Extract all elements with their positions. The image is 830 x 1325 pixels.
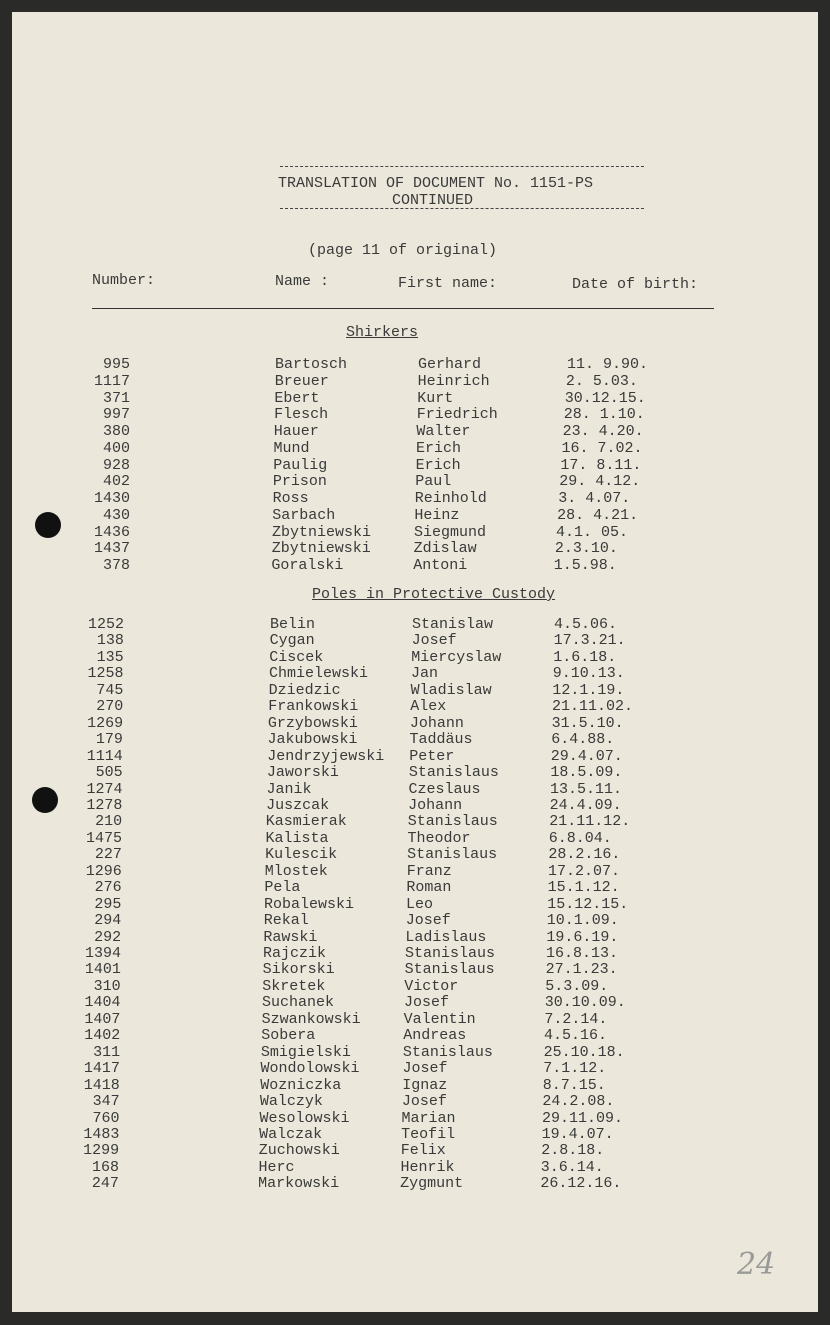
entry-number: 1436 [93,523,130,541]
date-of-birth: 3.6.14. [540,1158,604,1176]
entry-number: 270 [96,698,124,716]
last-name: Dziedzic [268,681,341,699]
table-row [12,374,818,390]
entry-number: 1401 [84,961,121,979]
punch-hole [35,512,61,538]
entry-number: 1483 [83,1125,120,1143]
last-name: Frankowski [268,698,359,716]
entry-number: 997 [102,406,130,424]
date-of-birth: 24.4.09. [549,796,622,814]
table-row [12,798,818,814]
last-name: Sarbach [272,506,336,524]
date-of-birth: 18.5.09. [550,764,623,782]
entry-number: 1274 [86,780,123,798]
table-row [12,946,818,962]
last-name: Rawski [263,928,318,946]
table-row [12,831,818,847]
column-header-first-name: First name: [398,275,498,292]
last-name: Hauer [273,423,319,440]
table-row [12,995,818,1011]
entry-number: 310 [93,977,121,995]
page-reference: (page 11 of original) [308,242,498,259]
entry-number: 1296 [85,862,122,880]
last-name: Ebert [274,389,320,407]
entry-number: 430 [102,506,130,524]
last-name: Juszcak [266,796,330,814]
first-name: Antoni [413,557,468,574]
entry-number: 928 [102,456,130,474]
last-name: Cygan [269,632,315,650]
last-name: Wesolowski [259,1109,350,1127]
date-of-birth: 28. 4.21. [557,506,639,524]
entry-number: 371 [102,389,130,407]
last-name: Rajczik [263,945,327,962]
table-row [12,558,818,574]
last-name: Walczak [259,1125,323,1143]
table-row [12,474,818,490]
handwritten-page-number: 24 [737,1247,776,1282]
entry-number: 1418 [83,1076,120,1094]
entry-number: 1475 [86,829,123,847]
entry-number: 247 [91,1175,119,1193]
entry-number: 1299 [83,1142,120,1160]
date-of-birth: 28.2.16. [548,846,621,864]
last-name: Szwankowski [261,1010,361,1028]
date-of-birth: 4.1. 05. [556,523,629,541]
first-name: Heinrich [417,372,490,390]
date-of-birth: 31.5.10. [551,714,624,732]
date-of-birth: 7.1.12. [543,1060,607,1078]
last-name: Belin [270,616,316,633]
entry-number: 135 [96,648,124,666]
entry-number: 227 [94,846,122,864]
first-name: Erich [415,456,461,474]
entry-number: 1114 [86,747,123,765]
document-subtitle: CONTINUED [392,192,474,209]
table-row [12,732,818,748]
first-name: Paul [415,473,452,491]
entry-number: 1430 [93,490,130,507]
date-of-birth: 26.12.16. [540,1175,622,1193]
entry-number: 402 [102,473,130,491]
table-row [12,683,818,699]
table-row [12,1176,818,1192]
first-name: Stanislaus [407,813,498,831]
first-name: Johann [409,714,464,732]
first-name: Stanislaw [412,616,494,633]
first-name: Walter [416,423,471,440]
date-of-birth: 13.5.11. [550,780,623,798]
table-row [12,391,818,407]
divider [280,166,644,167]
date-of-birth: 9.10.13. [552,665,625,683]
date-of-birth: 7.2.14. [544,1010,608,1028]
last-name: Rekal [263,912,309,930]
last-name: Wondolowski [260,1060,360,1078]
last-name: Grzybowski [267,714,358,732]
entry-number: 347 [92,1093,120,1111]
date-of-birth: 17.2.07. [548,862,621,880]
last-name: Mund [273,439,310,457]
last-name: Chmielewski [268,665,368,683]
last-name: Robalewski [264,895,355,913]
date-of-birth: 2. 5.03. [565,372,638,390]
first-name: Josef [403,994,449,1012]
date-of-birth: 2.8.18. [541,1142,605,1160]
table-row [12,357,818,373]
first-name: Kurt [417,389,454,407]
table-row [12,699,818,715]
table-row [12,749,818,765]
table-row [12,458,818,474]
table-row [12,541,818,557]
table-row [12,424,818,440]
first-name: Stanislaus [404,961,495,979]
first-name: Stanislaus [402,1043,493,1061]
table-row [12,491,818,507]
table-row [12,407,818,423]
table-row [12,617,818,633]
last-name: Jaworski [266,764,339,782]
last-name: Zbytniewski [271,540,371,558]
first-name: Valentin [403,1010,476,1028]
entry-number: 1407 [84,1010,121,1028]
last-name: Ross [272,490,309,507]
table-row [12,814,818,830]
date-of-birth: 29.4.07. [550,747,623,765]
entry-number: 295 [94,895,122,913]
last-name: Skretek [262,977,326,995]
first-name: Victor [404,977,459,995]
document-page [12,12,818,1312]
column-header-name: Name : [275,273,330,290]
divider [280,208,644,209]
first-name: Felix [400,1142,446,1160]
date-of-birth: 17.3.21. [553,632,626,650]
date-of-birth: 19.6.19. [546,928,619,946]
first-name: Stanislaus [407,846,498,864]
table-row [12,1028,818,1044]
first-name: Czeslaus [408,780,481,798]
first-name: Leo [406,895,434,913]
first-name: Josef [405,912,451,930]
first-name: Miercyslaw [411,648,502,666]
last-name: Jakubowski [267,731,358,749]
entry-number: 1278 [86,796,123,814]
date-of-birth: 12.1.19. [552,681,625,699]
table-row [12,441,818,457]
first-name: Marian [401,1109,456,1127]
last-name: Pela [264,879,301,897]
table-row [12,930,818,946]
last-name: Kalista [265,829,329,847]
entry-number: 1417 [83,1060,120,1078]
table-row [12,1045,818,1061]
first-name: Zdislaw [413,540,477,558]
column-header-number: Number: [92,272,156,289]
entry-number: 210 [95,813,123,831]
date-of-birth: 1.6.18. [553,648,617,666]
date-of-birth: 5.3.09. [545,977,609,995]
date-of-birth: 17. 8.11. [560,456,642,474]
entry-number: 138 [96,632,124,650]
date-of-birth: 28. 1.10. [563,406,645,424]
date-of-birth: 3. 4.07. [558,490,631,507]
last-name: Walczyk [259,1093,323,1111]
first-name: Jan [410,665,438,683]
entry-number: 1258 [87,665,124,683]
entry-number: 745 [96,681,124,699]
date-of-birth: 29. 4.12. [559,473,641,491]
entry-number: 1117 [93,372,130,390]
table-row [12,979,818,995]
entry-number: 168 [92,1158,120,1176]
section-title-shirkers: Shirkers [346,324,419,341]
last-name: Paulig [273,456,328,474]
table-row [12,1160,818,1176]
last-name: Smigielski [260,1043,351,1061]
date-of-birth: 25.10.18. [543,1043,625,1061]
date-of-birth: 1.5.98. [553,557,617,574]
table-row [12,716,818,732]
last-name: Flesch [274,406,329,424]
first-name: Josef [402,1060,448,1078]
punch-hole [32,787,58,813]
table-row [12,1143,818,1159]
date-of-birth: 10.1.09. [546,912,619,930]
entry-number: 292 [94,928,122,946]
last-name: Herc [258,1158,295,1176]
table-row [12,864,818,880]
first-name: Siegmund [414,523,487,541]
last-name: Breuer [274,372,329,390]
date-of-birth: 30.10.09. [544,994,626,1012]
last-name: Wozniczka [260,1076,342,1094]
entry-number: 311 [93,1043,121,1061]
first-name: Theodor [407,829,471,847]
date-of-birth: 24.2.08. [542,1093,615,1111]
first-name: Zygmunt [400,1175,464,1193]
entry-number: 760 [92,1109,120,1127]
column-header-date-of-birth: Date of birth: [572,276,699,293]
table-row [12,847,818,863]
table-row [12,765,818,781]
entry-number: 179 [95,731,123,749]
entry-number: 1252 [87,616,124,633]
date-of-birth: 15.12.15. [547,895,629,913]
table-row [12,666,818,682]
entry-number: 400 [102,439,130,457]
date-of-birth: 6.4.88. [551,731,615,749]
entry-number: 995 [102,356,130,373]
entry-number: 1269 [87,714,124,732]
date-of-birth: 4.5.16. [544,1027,608,1045]
first-name: Gerhard [418,356,482,373]
date-of-birth: 16. 7.02. [561,439,643,457]
entry-number: 294 [94,912,122,930]
first-name: Wladislaw [410,681,492,699]
last-name: Prison [272,473,327,491]
table-row [12,897,818,913]
first-name: Josef [411,632,457,650]
first-name: Alex [410,698,447,716]
last-name: Sikorski [262,961,335,979]
entry-number: 276 [94,879,122,897]
first-name: Franz [406,862,452,880]
date-of-birth: 16.8.13. [546,945,619,962]
last-name: Kasmierak [265,813,347,831]
last-name: Ciscek [269,648,324,666]
table-row [12,1111,818,1127]
date-of-birth: 2.3.10. [554,540,618,558]
table-row [12,1127,818,1143]
first-name: Andreas [403,1027,467,1045]
first-name: Roman [406,879,452,897]
first-name: Josef [401,1093,447,1111]
first-name: Friedrich [416,406,498,424]
table-row [12,782,818,798]
last-name: Bartosch [275,356,348,373]
entry-number: 378 [102,557,130,574]
date-of-birth: 11. 9.90. [567,356,649,373]
section-title-poles: Poles in Protective Custody [312,586,556,603]
entry-number: 1437 [93,540,130,558]
date-of-birth: 8.7.15. [542,1076,606,1094]
table-row [12,913,818,929]
first-name: Taddäus [409,731,473,749]
date-of-birth: 21.11.12. [549,813,631,831]
first-name: Stanislaus [408,764,499,782]
date-of-birth: 27.1.23. [545,961,618,979]
last-name: Zuchowski [258,1142,340,1160]
first-name: Ignaz [402,1076,448,1094]
date-of-birth: 21.11.02. [552,698,634,716]
entry-number: 1402 [84,1027,121,1045]
header-rule [92,308,714,309]
entry-number: 380 [102,423,130,440]
table-row [12,1061,818,1077]
first-name: Heinz [414,506,460,524]
table-row [12,633,818,649]
date-of-birth: 19.4.07. [541,1125,614,1143]
last-name: Markowski [258,1175,340,1193]
date-of-birth: 30.12.15. [564,389,646,407]
table-row [12,1094,818,1110]
date-of-birth: 23. 4.20. [562,423,644,440]
table-row [12,962,818,978]
table-row [12,508,818,524]
first-name: Johann [408,796,463,814]
first-name: Peter [409,747,455,765]
table-row [12,1078,818,1094]
date-of-birth: 6.8.04. [548,829,612,847]
document-title: TRANSLATION OF DOCUMENT No. 1151-PS [278,175,594,192]
first-name: Teofil [401,1125,456,1143]
date-of-birth: 15.1.12. [547,879,620,897]
table-row [12,880,818,896]
date-of-birth: 4.5.06. [554,616,618,633]
first-name: Henrik [400,1158,455,1176]
entry-number: 505 [95,764,123,782]
table-row [12,525,818,541]
first-name: Reinhold [414,490,487,507]
last-name: Suchanek [261,994,334,1012]
date-of-birth: 29.11.09. [542,1109,624,1127]
table-row [12,650,818,666]
last-name: Sobera [261,1027,316,1045]
table-row [12,1012,818,1028]
last-name: Kulescik [265,846,338,864]
entry-number: 1394 [84,945,121,962]
first-name: Stanislaus [405,945,496,962]
entry-number: 1404 [84,994,121,1012]
last-name: Jendrzyjewski [267,747,385,765]
last-name: Goralski [271,557,344,574]
first-name: Ladislaus [405,928,487,946]
last-name: Zbytniewski [272,523,372,541]
last-name: Mlostek [264,862,328,880]
first-name: Erich [416,439,462,457]
last-name: Janik [266,780,312,798]
